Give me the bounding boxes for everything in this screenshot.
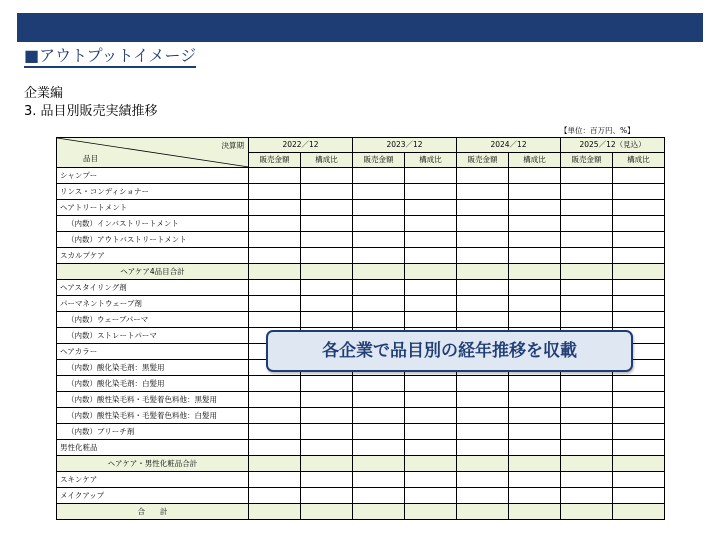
row-label: （内数）酸性染毛料・毛髪着色料他：白髪用 (57, 408, 249, 424)
sales-cell (249, 408, 301, 424)
sales-cell (457, 232, 509, 248)
sales-cell (561, 440, 613, 456)
row-label: ヘアカラー (57, 344, 249, 360)
sales-cell (353, 488, 405, 504)
sales-cell (353, 232, 405, 248)
share-cell (509, 168, 561, 184)
sales-cell (457, 312, 509, 328)
share-header: 構成比 (301, 153, 353, 168)
table-row (57, 504, 665, 520)
share-cell (509, 232, 561, 248)
share-cell (509, 312, 561, 328)
sales-cell (561, 216, 613, 232)
row-label: リンス・コンディショナー (57, 184, 249, 200)
sales-cell (457, 376, 509, 392)
row-label: 合 計 (57, 504, 249, 520)
sales-cell (353, 248, 405, 264)
sales-cell (457, 168, 509, 184)
share-cell (405, 296, 457, 312)
share-cell (509, 280, 561, 296)
share-cell (405, 472, 457, 488)
sales-cell (457, 280, 509, 296)
share-header: 構成比 (405, 153, 457, 168)
table-row (57, 200, 665, 216)
year-header: 2022／12 (249, 138, 353, 153)
share-cell (613, 216, 665, 232)
row-label: （内数）酸化染毛剤：黒髪用 (57, 360, 249, 376)
sales-cell (457, 424, 509, 440)
share-cell (613, 296, 665, 312)
sales-cell (561, 184, 613, 200)
share-cell (613, 280, 665, 296)
sales-header: 販売金額 (457, 153, 509, 168)
sales-cell (457, 248, 509, 264)
share-cell (301, 504, 353, 520)
row-label: （内数）ストレートパーマ (57, 328, 249, 344)
share-cell (301, 280, 353, 296)
share-cell (405, 408, 457, 424)
share-cell (405, 264, 457, 280)
share-cell (509, 456, 561, 472)
share-cell (405, 280, 457, 296)
row-label: パーマネントウェーブ剤 (57, 296, 249, 312)
share-cell (405, 440, 457, 456)
header-corner (57, 138, 249, 168)
table-row (57, 440, 665, 456)
sales-cell (457, 184, 509, 200)
sales-cell (353, 312, 405, 328)
share-cell (613, 488, 665, 504)
share-cell (301, 168, 353, 184)
share-cell (301, 248, 353, 264)
share-cell (613, 472, 665, 488)
sales-cell (561, 296, 613, 312)
sales-header: 販売金額 (561, 153, 613, 168)
row-label: （内数）酸化染毛剤：白髪用 (57, 376, 249, 392)
share-cell (405, 248, 457, 264)
table-row (57, 472, 665, 488)
sales-cell (249, 424, 301, 440)
sales-table (56, 137, 665, 520)
sales-cell (353, 456, 405, 472)
section-label: 企業編 (24, 86, 64, 101)
sales-cell (457, 392, 509, 408)
row-label: （内数）アウトバストリートメント (57, 232, 249, 248)
row-label: （内数）ブリーチ剤 (57, 424, 249, 440)
share-cell (405, 488, 457, 504)
share-cell (405, 168, 457, 184)
sales-cell (353, 200, 405, 216)
sales-cell (457, 296, 509, 312)
sales-cell (561, 456, 613, 472)
sales-cell (457, 488, 509, 504)
share-cell (509, 200, 561, 216)
sales-cell (561, 408, 613, 424)
sales-cell (561, 488, 613, 504)
sales-cell (457, 456, 509, 472)
sales-cell (249, 168, 301, 184)
share-cell (301, 184, 353, 200)
sales-cell (457, 200, 509, 216)
share-cell (509, 296, 561, 312)
sales-cell (249, 440, 301, 456)
row-label: （内数）インバストリートメント (57, 216, 249, 232)
year-header: 2024／12 (457, 138, 561, 153)
sales-cell (353, 216, 405, 232)
share-cell (613, 376, 665, 392)
share-cell (301, 488, 353, 504)
row-label: ヘアケア4品目合計 (57, 264, 249, 280)
sales-cell (249, 488, 301, 504)
sales-cell (353, 280, 405, 296)
sales-cell (249, 200, 301, 216)
sales-header: 販売金額 (249, 153, 301, 168)
row-label: スキンケア (57, 472, 249, 488)
table-row (57, 392, 665, 408)
row-label: 男性化粧品 (57, 440, 249, 456)
table-row (57, 424, 665, 440)
share-cell (613, 200, 665, 216)
row-label: （内数）ウェーブパーマ (57, 312, 249, 328)
page-heading: ■アウトプットイメージ (24, 46, 196, 68)
share-cell (613, 424, 665, 440)
share-cell (613, 168, 665, 184)
share-cell (509, 408, 561, 424)
sales-cell (353, 184, 405, 200)
share-cell (301, 456, 353, 472)
row-label: ヘアスタイリング剤 (57, 280, 249, 296)
share-cell (405, 312, 457, 328)
sales-header: 販売金額 (353, 153, 405, 168)
sales-cell (561, 424, 613, 440)
table-row (57, 456, 665, 472)
sales-cell (457, 440, 509, 456)
share-cell (509, 392, 561, 408)
sales-cell (353, 424, 405, 440)
row-label: ヘアケア・男性化粧品合計 (57, 456, 249, 472)
share-cell (509, 216, 561, 232)
sales-cell (561, 280, 613, 296)
share-cell (509, 472, 561, 488)
share-cell (301, 408, 353, 424)
table-row (57, 408, 665, 424)
share-cell (613, 312, 665, 328)
share-cell (405, 376, 457, 392)
share-cell (301, 376, 353, 392)
share-cell (509, 376, 561, 392)
share-cell (301, 232, 353, 248)
share-cell (613, 184, 665, 200)
share-cell (405, 216, 457, 232)
share-cell (301, 312, 353, 328)
share-header: 構成比 (509, 153, 561, 168)
share-header: 構成比 (613, 153, 665, 168)
sales-cell (561, 264, 613, 280)
sales-cell (561, 376, 613, 392)
share-cell (301, 264, 353, 280)
sales-cell (249, 504, 301, 520)
table-row (57, 312, 665, 328)
share-cell (301, 440, 353, 456)
share-cell (613, 232, 665, 248)
table-row (57, 232, 665, 248)
sales-cell (561, 392, 613, 408)
sales-cell (353, 296, 405, 312)
row-label: メイクアップ (57, 488, 249, 504)
table-row (57, 184, 665, 200)
sales-cell (561, 168, 613, 184)
share-cell (613, 440, 665, 456)
share-cell (405, 504, 457, 520)
share-cell (613, 392, 665, 408)
sales-cell (561, 504, 613, 520)
row-label: シャンプー (57, 168, 249, 184)
share-cell (509, 424, 561, 440)
sales-cell (249, 472, 301, 488)
sales-cell (353, 376, 405, 392)
share-cell (301, 200, 353, 216)
corner-period-label: 決算期 (221, 141, 244, 150)
table-row (57, 296, 665, 312)
sales-cell (249, 216, 301, 232)
sales-cell (249, 376, 301, 392)
corner-item-label: 品目 (83, 154, 98, 163)
sales-cell (249, 312, 301, 328)
sales-cell (457, 408, 509, 424)
share-cell (301, 216, 353, 232)
table-row (57, 488, 665, 504)
row-label: スカルプケア (57, 248, 249, 264)
sales-cell (249, 248, 301, 264)
header-row-years (57, 138, 665, 153)
sales-cell (561, 312, 613, 328)
sales-cell (353, 504, 405, 520)
table-row (57, 280, 665, 296)
share-cell (509, 440, 561, 456)
unit-note: 【単位：百万円、%】 (560, 126, 635, 135)
year-header: 2023／12 (353, 138, 457, 153)
share-cell (405, 232, 457, 248)
sales-cell (249, 296, 301, 312)
sales-cell (353, 472, 405, 488)
sales-cell (561, 248, 613, 264)
share-cell (405, 184, 457, 200)
share-cell (613, 408, 665, 424)
share-cell (613, 456, 665, 472)
sales-cell (353, 408, 405, 424)
table-row (57, 248, 665, 264)
share-cell (613, 264, 665, 280)
share-cell (301, 392, 353, 408)
table-row (57, 168, 665, 184)
table-row (57, 264, 665, 280)
sales-cell (561, 472, 613, 488)
top-banner (17, 13, 703, 42)
sales-cell (561, 200, 613, 216)
share-cell (405, 424, 457, 440)
row-label: （内数）酸性染毛料・毛髪着色料他：黒髪用 (57, 392, 249, 408)
sales-cell (457, 472, 509, 488)
share-cell (509, 264, 561, 280)
sales-cell (457, 264, 509, 280)
share-cell (509, 248, 561, 264)
sales-cell (353, 168, 405, 184)
callout-box: 各企業で品目別の経年推移を収載 (266, 330, 633, 372)
sales-cell (249, 232, 301, 248)
row-label: ヘアトリートメント (57, 200, 249, 216)
share-cell (405, 392, 457, 408)
table-row (57, 376, 665, 392)
share-cell (301, 472, 353, 488)
share-cell (301, 424, 353, 440)
share-cell (509, 488, 561, 504)
sales-cell (249, 184, 301, 200)
sales-cell (249, 456, 301, 472)
share-cell (301, 296, 353, 312)
share-cell (509, 504, 561, 520)
sales-cell (457, 504, 509, 520)
sales-cell (561, 232, 613, 248)
share-cell (613, 504, 665, 520)
share-cell (509, 184, 561, 200)
sales-cell (249, 264, 301, 280)
share-cell (613, 248, 665, 264)
table-row (57, 216, 665, 232)
share-cell (405, 200, 457, 216)
sales-cell (249, 280, 301, 296)
section-subtitle: 3. 品目別販売実績推移 (24, 104, 158, 119)
sales-cell (353, 392, 405, 408)
year-header: 2025／12（見込） (561, 138, 665, 153)
sales-cell (353, 264, 405, 280)
sales-cell (457, 216, 509, 232)
sales-cell (249, 392, 301, 408)
sales-cell (353, 440, 405, 456)
share-cell (405, 456, 457, 472)
